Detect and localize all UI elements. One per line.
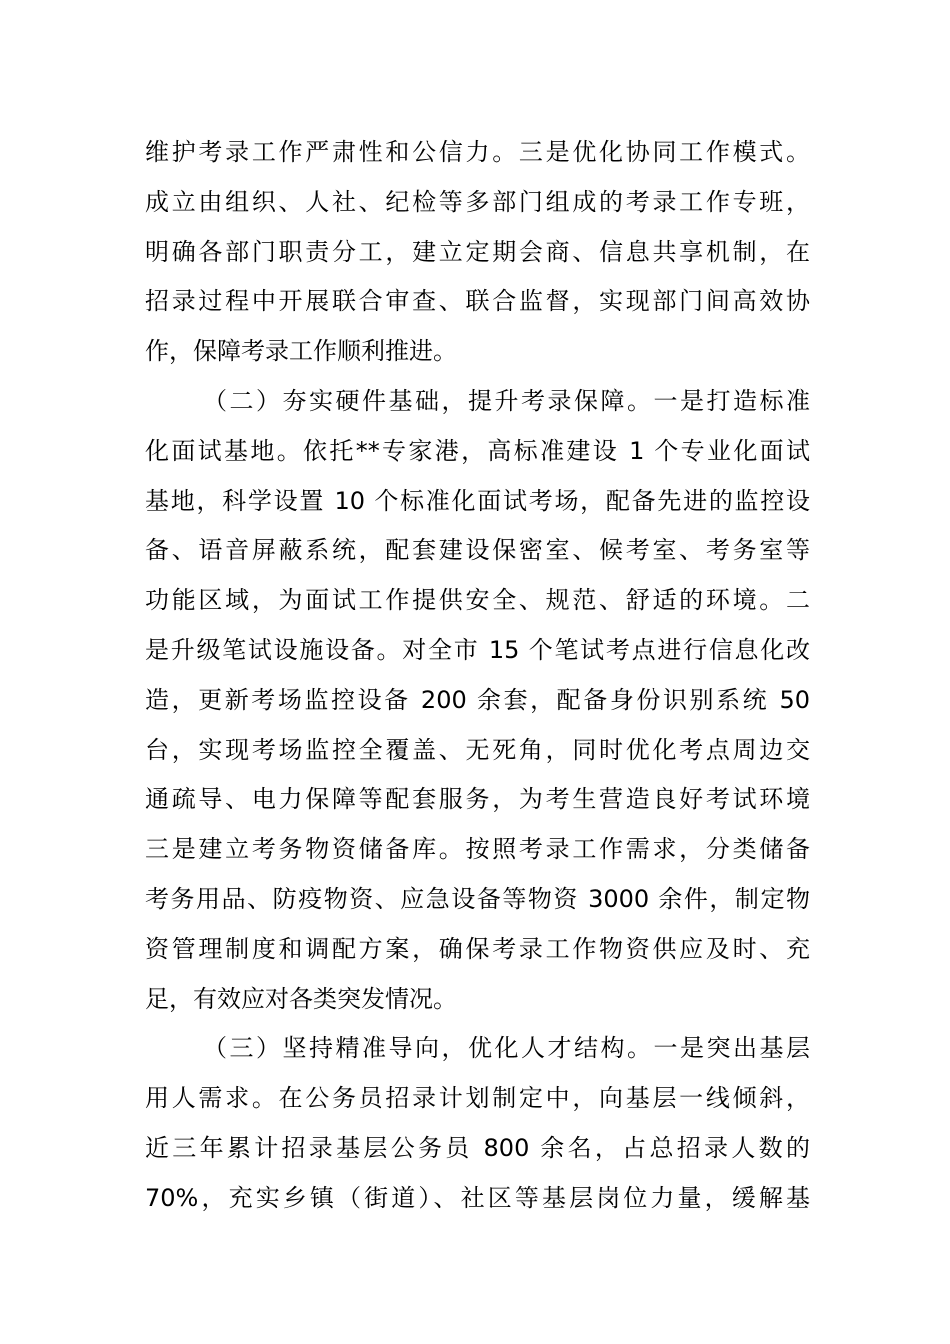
text-line: 功能区域，为面试工作提供安全、规范、舒适的环境。二	[145, 586, 810, 615]
text-line: 基地，科学设置 10 个标准化面试考场，配备先进的监控设	[145, 486, 810, 515]
text-line: 明确各部门职责分工，建立定期会商、信息共享机制，在	[145, 237, 810, 266]
text-line: 是升级笔试设施设备。对全市 15 个笔试考点进行信息化改	[145, 635, 810, 664]
text-line: 招录过程中开展联合审查、联合监督，实现部门间高效协	[145, 287, 810, 316]
text-line: 造，更新考场监控设备 200 余套，配备身份识别系统 50	[145, 685, 810, 714]
text-line: 足，有效应对各类突发情况。	[145, 984, 457, 1013]
text-line: （三）坚持精准导向，优化人才结构。一是突出基层	[203, 1034, 810, 1063]
text-line: 三是建立考务物资储备库。按照考录工作需求，分类储备	[145, 835, 810, 864]
text-line: 成立由组织、人社、纪检等多部门组成的考录工作专班，	[145, 187, 810, 216]
text-line: 作，保障考录工作顺利推进。	[145, 337, 457, 366]
text-line: 70%，充实乡镇（街道）、社区等基层岗位力量，缓解基	[145, 1183, 810, 1212]
text-line: 化面试基地。依托**专家港，高标准建设 1 个专业化面试	[145, 436, 810, 465]
text-line: 备、语音屏蔽系统，配套建设保密室、候考室、考务室等	[145, 536, 810, 565]
text-line: 维护考录工作严肃性和公信力。三是优化协同工作模式。	[145, 138, 810, 166]
document-body	[145, 128, 810, 1224]
text-line: 考务用品、防疫物资、应急设备等物资 3000 余件，制定物	[145, 884, 810, 913]
text-line: 用人需求。在公务员招录计划制定中，向基层一线倾斜，	[145, 1084, 810, 1113]
text-line: 通疏导、电力保障等配套服务，为考生营造良好考试环境	[145, 785, 810, 814]
text-line: 资管理制度和调配方案，确保考录工作物资供应及时、充	[145, 934, 810, 963]
text-line: 近三年累计招录基层公务员 800 余名，占总招录人数的	[145, 1133, 810, 1162]
text-line: （二）夯实硬件基础，提升考录保障。一是打造标准	[203, 386, 810, 415]
text-line: 台，实现考场监控全覆盖、无死角，同时优化考点周边交	[145, 735, 810, 764]
